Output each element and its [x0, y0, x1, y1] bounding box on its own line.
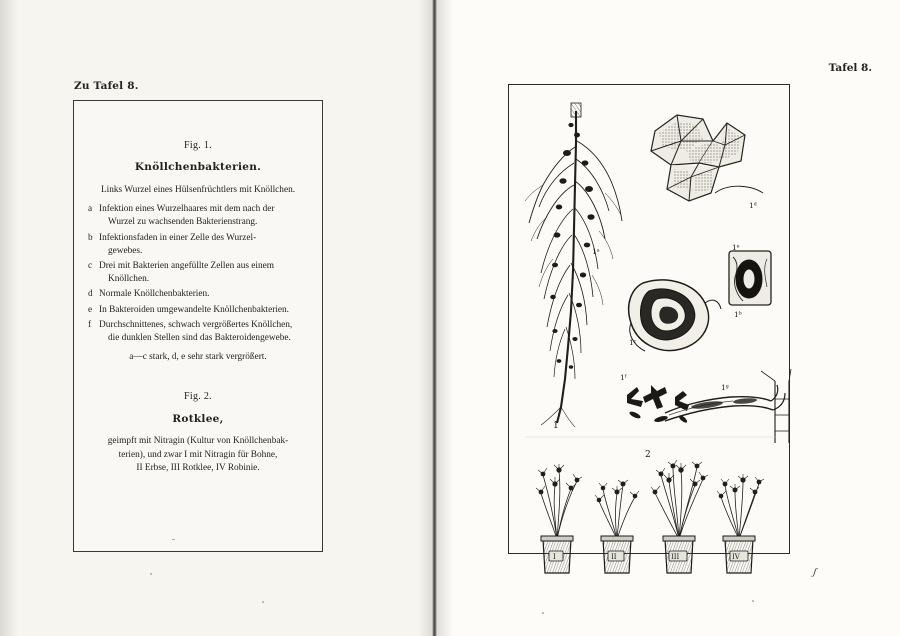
legend-item: [88, 288, 308, 301]
legend-item: [88, 232, 308, 258]
figure-number-1: 1: [553, 421, 559, 431]
legend-text-cont: gewebes.: [108, 245, 143, 256]
fig2-pot-series: [536, 460, 764, 573]
scan-speck: [172, 539, 175, 540]
svg-text:II: II: [611, 553, 617, 561]
fig1d-cell-group: [651, 115, 745, 201]
caption-spacer: [88, 364, 308, 390]
page-edge-shadow: [0, 0, 18, 636]
figure-sublabel-1d: 1ᵈ: [749, 201, 757, 210]
legend-text: Infektion eines Wurzelhaares mit dem nach der: [99, 204, 275, 215]
legend-item: [88, 203, 308, 229]
figure-sublabel-1g: 1ᵍ: [721, 383, 729, 392]
svg-text:I: I: [553, 553, 556, 561]
legend-key: b: [88, 232, 93, 243]
fig1-title: Knöllchenbakterien.: [134, 161, 262, 174]
scan-pen-mark: ʃ: [811, 565, 819, 579]
plate-illustration: [513, 89, 785, 561]
legend-key: c: [88, 261, 93, 272]
legend-text: In Bakteroiden umgewandelte Knöllchenbakterien.: [99, 304, 290, 315]
legend-text: Durchschnittenes, schwach vergrößertes Knöllchen,: [99, 319, 293, 330]
fig1-magnification-note: a—c stark, d, e sehr stark vergrößert.: [129, 352, 267, 363]
fig2-line-3: II Erbse, III Rotklee, IV Robinie.: [136, 463, 260, 474]
fig1-lead: Links Wurzel eines Hülsenfrüchtlers mit Knöllchen.: [100, 185, 296, 196]
svg-text:III: III: [671, 553, 680, 561]
plate-heading: Tafel 8.: [828, 62, 872, 74]
legend-text: Drei mit Bakterien angefüllte Zellen aus einem: [99, 261, 275, 272]
fig2-title: Rotklee,: [172, 412, 224, 425]
plate-illustration-frame: [508, 84, 790, 561]
caption-box: [73, 100, 323, 552]
fig1-legend: [88, 203, 308, 345]
right-page: [452, 0, 900, 636]
legend-key: d: [88, 289, 93, 300]
figure-number-2: 2: [645, 450, 651, 460]
fig1e-cell: [729, 251, 771, 305]
root-nodules: [550, 123, 594, 369]
legend-text: Normale Knöllchenbakterien.: [99, 289, 210, 300]
legend-key: e: [88, 304, 93, 315]
scan-speck: [752, 600, 754, 602]
book-spine: [432, 0, 437, 636]
legend-text: Infektionsfaden in einer Zelle des Wurzel-: [99, 232, 257, 243]
figure-sublabel-1f: 1ᶠ: [620, 373, 627, 382]
plate-artwork: [513, 89, 787, 561]
legend-text-cont: Wurzel zu wachsenden Bakterienstrang.: [108, 217, 258, 228]
figure-sublabel-1b: 1ᵇ: [734, 310, 742, 319]
fig2-label: Fig. 2.: [184, 391, 212, 403]
fig2-text: [88, 435, 308, 475]
figure-sublabel-1a: 1ᵃ: [592, 247, 600, 256]
figure-sublabel-1e: 1ᵉ: [732, 243, 740, 252]
fig1b-cell-thread: [715, 186, 763, 193]
fig2-line-2: terien), und zwar I mit Nitragin für Bohne,: [118, 449, 278, 460]
legend-key: a: [88, 204, 93, 215]
fig1g-root-hair-infection: [665, 369, 791, 443]
figure-sublabel-1c: 1ᶜ: [629, 338, 637, 347]
fig1f-bacteroids: [627, 385, 689, 424]
left-page: [0, 0, 432, 636]
legend-key: f: [88, 319, 92, 330]
scan-speck: [542, 612, 544, 614]
scan-speck: [262, 601, 264, 603]
legend-text-cont: die dunklen Stellen sind das Bakteroidengewebe.: [108, 332, 291, 343]
legend-item: [88, 304, 308, 317]
svg-text:IV: IV: [732, 553, 740, 561]
fig1c-nodule-section: [629, 280, 721, 351]
running-head-left: Zu Tafel 8.: [74, 80, 139, 92]
fig1-label: Fig. 1.: [184, 140, 212, 151]
legend-item: [88, 319, 308, 345]
legend-text-cont: Knöllchen.: [108, 274, 150, 285]
scan-speck: [150, 573, 152, 575]
legend-item: [88, 260, 308, 286]
fig2-line-1: geimpft mit Nitragin (Kultur von Knöllchenbak-: [107, 436, 289, 447]
root-with-nodules: [525, 103, 622, 427]
